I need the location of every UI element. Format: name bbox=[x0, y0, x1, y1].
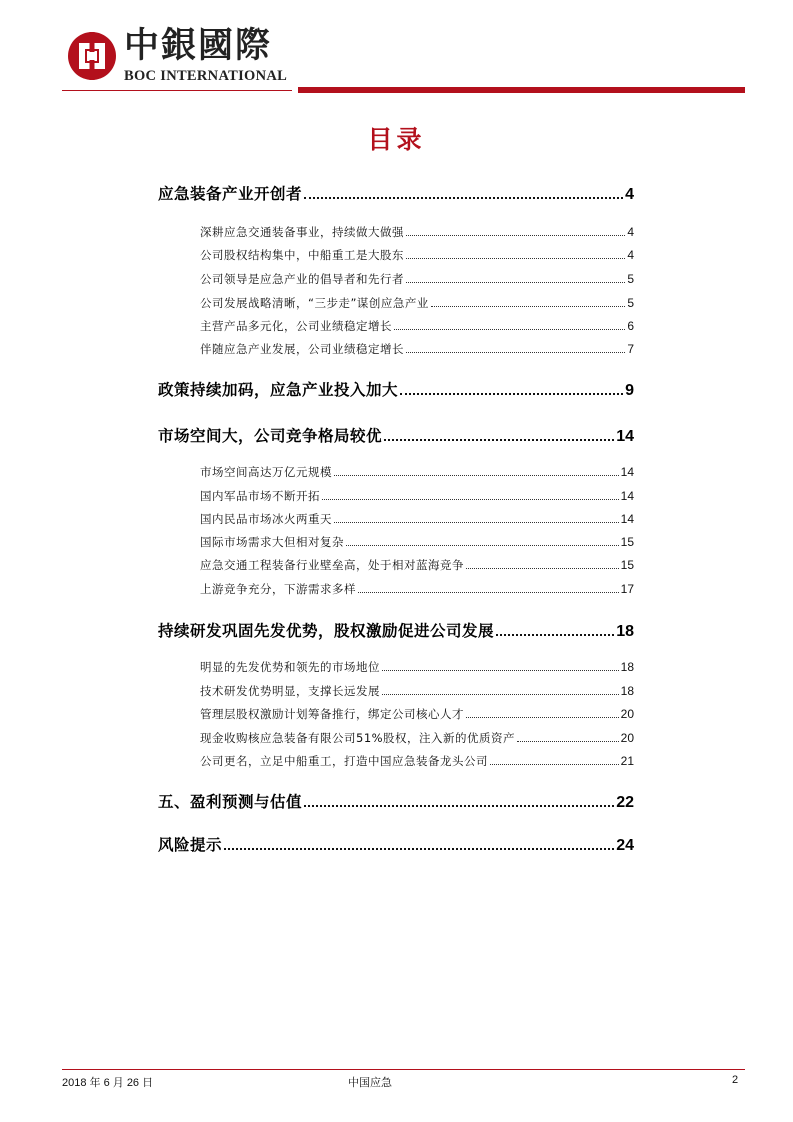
toc-entry-level2[interactable] bbox=[200, 318, 634, 334]
toc-entry-level2[interactable] bbox=[200, 511, 634, 527]
toc-dot-leader bbox=[334, 474, 619, 476]
toc-entry-level1[interactable] bbox=[158, 378, 634, 400]
brand-name-chinese: 中銀國際 bbox=[124, 25, 273, 66]
toc-entry-page: 21 bbox=[620, 754, 634, 768]
toc-entry-label: 深耕应急交通装备事业，持续做大做强 bbox=[200, 225, 404, 239]
toc-entry-page: 14 bbox=[620, 512, 634, 526]
toc-entry-level2[interactable] bbox=[200, 659, 634, 675]
toc-entry-level2[interactable] bbox=[200, 557, 634, 573]
toc-entry-label: 明显的先发优势和领先的市场地位 bbox=[200, 660, 380, 674]
toc-entry-label: 国内军品市场不断开拓 bbox=[200, 489, 320, 503]
toc-entry-label: 公司发展战略清晰，“三步走”谋创应急产业 bbox=[200, 296, 429, 310]
toc-entry-page: 22 bbox=[616, 794, 634, 811]
toc-dot-leader bbox=[382, 669, 619, 671]
toc-entry-page: 4 bbox=[627, 248, 634, 262]
toc-entry-page: 20 bbox=[620, 707, 634, 721]
toc-entry-level1[interactable] bbox=[158, 790, 634, 812]
toc-entry-label: 技术研发优势明显，支撑长远发展 bbox=[200, 684, 380, 698]
brand-name-english: BOC INTERNATIONAL bbox=[124, 68, 288, 84]
toc-dot-leader bbox=[346, 544, 619, 546]
toc-entry-level1[interactable] bbox=[158, 619, 634, 641]
toc-entry-label: 主营产品多元化，公司业绩稳定增长 bbox=[200, 319, 392, 333]
toc-entry-page: 15 bbox=[620, 558, 634, 572]
header-rule-thick bbox=[298, 87, 745, 93]
toc-entry-level2[interactable] bbox=[200, 730, 634, 746]
toc-entry-page: 7 bbox=[627, 342, 634, 356]
toc-dot-leader bbox=[406, 257, 625, 259]
toc-entry-page: 14 bbox=[616, 428, 634, 445]
toc-entry-level2[interactable] bbox=[200, 683, 634, 699]
toc-entry-page: 4 bbox=[627, 225, 634, 239]
toc-entry-level2[interactable] bbox=[200, 224, 634, 240]
footer-report-title: 中国应急 bbox=[348, 1077, 392, 1089]
toc-title: 目录 bbox=[367, 125, 426, 154]
toc-entry-level2[interactable] bbox=[200, 247, 634, 263]
toc-entry-level2[interactable] bbox=[200, 271, 634, 287]
toc-entry-level1[interactable] bbox=[158, 833, 634, 855]
toc-entry-page: 9 bbox=[625, 382, 634, 399]
toc-entry-level2[interactable] bbox=[200, 488, 634, 504]
toc-entry-page: 4 bbox=[625, 186, 634, 203]
toc-entry-label: 上游竞争充分，下游需求多样 bbox=[200, 582, 356, 596]
toc-entry-page: 6 bbox=[627, 319, 634, 333]
toc-entry-level1[interactable] bbox=[158, 182, 634, 204]
toc-dot-leader bbox=[358, 591, 619, 593]
toc-dot-leader bbox=[406, 234, 625, 236]
toc-entry-level2[interactable] bbox=[200, 295, 634, 311]
page-header bbox=[0, 0, 793, 100]
toc-entry-page: 18 bbox=[616, 623, 634, 640]
toc-entry-label: 五、盈利预测与估值 bbox=[158, 793, 303, 811]
toc-dot-leader bbox=[382, 693, 619, 695]
toc-entry-page: 17 bbox=[620, 582, 634, 596]
toc-entry-page: 5 bbox=[627, 296, 634, 310]
toc-entry-level2[interactable] bbox=[200, 341, 634, 357]
toc-dot-leader bbox=[406, 281, 625, 283]
toc-dot-leader bbox=[334, 521, 619, 523]
toc-dot-leader bbox=[400, 392, 623, 395]
toc-dot-leader bbox=[394, 328, 625, 330]
toc-entry-page: 18 bbox=[620, 684, 634, 698]
toc-dot-leader bbox=[322, 498, 619, 500]
toc-entry-label: 持续研发巩固先发优势，股权激励促进公司发展 bbox=[158, 622, 495, 640]
toc-dot-leader bbox=[304, 196, 623, 199]
toc-entry-page: 20 bbox=[620, 731, 634, 745]
toc-entry-label: 公司更名，立足中船重工，打造中国应急装备龙头公司 bbox=[200, 754, 488, 768]
toc-entry-level2[interactable] bbox=[200, 706, 634, 722]
toc-dot-leader bbox=[384, 438, 614, 441]
header-rule-thin bbox=[62, 90, 292, 91]
footer-rule bbox=[62, 1069, 745, 1070]
toc-entry-level2[interactable] bbox=[200, 534, 634, 550]
toc-dot-leader bbox=[496, 633, 614, 636]
toc-entry-page: 24 bbox=[616, 837, 634, 854]
toc-entry-label: 国内民品市场冰火两重天 bbox=[200, 512, 332, 526]
toc-entry-level2[interactable] bbox=[200, 753, 634, 769]
toc-entry-label: 应急交通工程装备行业壁垒高，处于相对蓝海竞争 bbox=[200, 558, 464, 572]
toc-dot-leader bbox=[517, 740, 619, 742]
toc-entry-page: 14 bbox=[620, 489, 634, 503]
footer-date: 2018 年 6 月 26 日 bbox=[62, 1077, 154, 1089]
toc-dot-leader bbox=[224, 847, 614, 850]
toc-entry-label: 公司股权结构集中，中船重工是大股东 bbox=[200, 248, 404, 262]
toc-entry-page: 18 bbox=[620, 660, 634, 674]
toc-entry-page: 15 bbox=[620, 535, 634, 549]
toc-entry-label: 市场空间大，公司竞争格局较优 bbox=[158, 427, 383, 445]
toc-entry-page: 5 bbox=[627, 272, 634, 286]
toc-dot-leader bbox=[304, 804, 614, 807]
toc-dot-leader bbox=[406, 351, 625, 353]
toc-entry-label: 应急装备产业开创者 bbox=[158, 185, 303, 203]
toc-entry-label: 政策持续加码，应急产业投入加大 bbox=[158, 381, 399, 399]
toc-entry-label: 公司领导是应急产业的倡导者和先行者 bbox=[200, 272, 404, 286]
toc-entry-page: 14 bbox=[620, 465, 634, 479]
toc-entry-label: 市场空间高达万亿元规模 bbox=[200, 465, 332, 479]
toc-dot-leader bbox=[466, 716, 619, 718]
toc-dot-leader bbox=[466, 567, 619, 569]
toc-entry-label: 现金收购核应急装备有限公司51%股权，注入新的优质资产 bbox=[200, 731, 516, 745]
toc-entry-label: 风险提示 bbox=[158, 836, 223, 854]
toc-dot-leader bbox=[431, 305, 625, 307]
toc-dot-leader bbox=[490, 763, 619, 765]
boc-logo-icon bbox=[66, 30, 118, 82]
toc-entry-level2[interactable] bbox=[200, 464, 634, 480]
footer-page-number: 2 bbox=[732, 1074, 739, 1086]
toc-entry-level2[interactable] bbox=[200, 581, 634, 597]
toc-entry-label: 国际市场需求大但相对复杂 bbox=[200, 535, 344, 549]
toc-entry-level1[interactable] bbox=[158, 424, 634, 446]
toc-entry-label: 管理层股权激励计划筹备推行，绑定公司核心人才 bbox=[200, 707, 464, 721]
toc-entry-label: 伴随应急产业发展，公司业绩稳定增长 bbox=[200, 342, 404, 356]
